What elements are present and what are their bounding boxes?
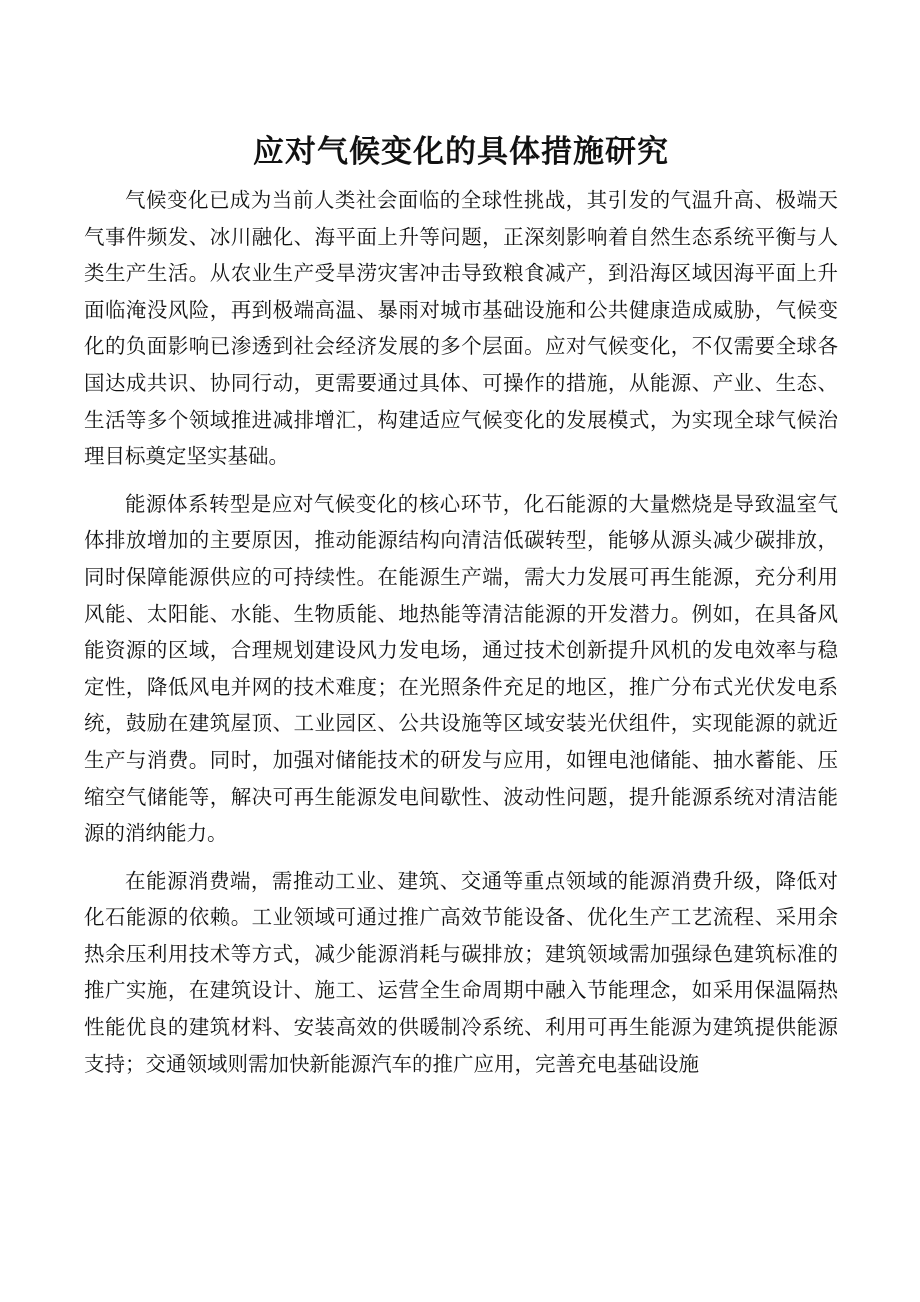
- document-title: 应对气候变化的具体措施研究: [253, 134, 669, 170]
- document-page: [84, 128, 838, 1093]
- paragraph-energy-consumption: 在能源消费端，需推动工业、建筑、交通等重点领域的能源消费升级，降低对化石能源的依赖。工业领域可通过推广高效节能设备、优化生产工艺流程、采用余热余压利用技术等方式，减少能源消耗与碳排放；建筑领域需加强绿色建筑标准的推广实施，在建筑设计、施工、运营全生命周期中融入节能理念，如采用保温隔热性能优良的建筑材料、安装高效的供暖制冷系统、利用可再生能源为建筑提供能源支持；交通领域则需加快新能源汽车的推广应用，完善充电基础设施: [84, 868, 838, 1076]
- paragraph-energy-transition: 能源体系转型是应对气候变化的核心环节，化石能源的大量燃烧是导致温室气体排放增加的主要原因，推动能源结构向清洁低碳转型，能够从源头减少碳排放，同时保障能源供应的可持续性。在能源生产端，需大力发展可再生能源，充分利用风能、太阳能、水能、生物质能、地热能等清洁能源的开发潜力。例如，在具备风能资源的区域，合理规划建设风力发电场，通过技术创新提升风机的发电效率与稳定性，降低风电并网的技术难度；在光照条件充足的地区，推广分布式光伏发电系统，鼓励在建筑屋顶、工业园区、公共设施等区域安装光伏组件，实现能源的就近生产与消费。同时，加强对储能技术的研发与应用，如锂电池储能、抽水蓄能、压缩空气储能等，解决可再生能源发电间歇性、波动性问题，提升能源系统对清洁能源的消纳能力。: [84, 491, 838, 846]
- paragraph-intro: 气候变化已成为当前人类社会面临的全球性挑战，其引发的气温升高、极端天气事件频发、冰川融化、海平面上升等问题，正深刻影响着自然生态系统平衡与人类生产生活。从农业生产受旱涝灾害冲击导致粮食减产，到沿海区域因海平面上升面临淹没风险，再到极端高温、暴雨对城市基础设施和公共健康造成威胁，气候变化的负面影响已渗透到社会经济发展的多个层面。应对气候变化，不仅需要全球各国达成共识、协同行动，更需要通过具体、可操作的措施，从能源、产业、生态、生活等多个领域推进减排增汇，构建适应气候变化的发展模式，为实现全球气候治理目标奠定坚实基础。: [84, 188, 838, 469]
